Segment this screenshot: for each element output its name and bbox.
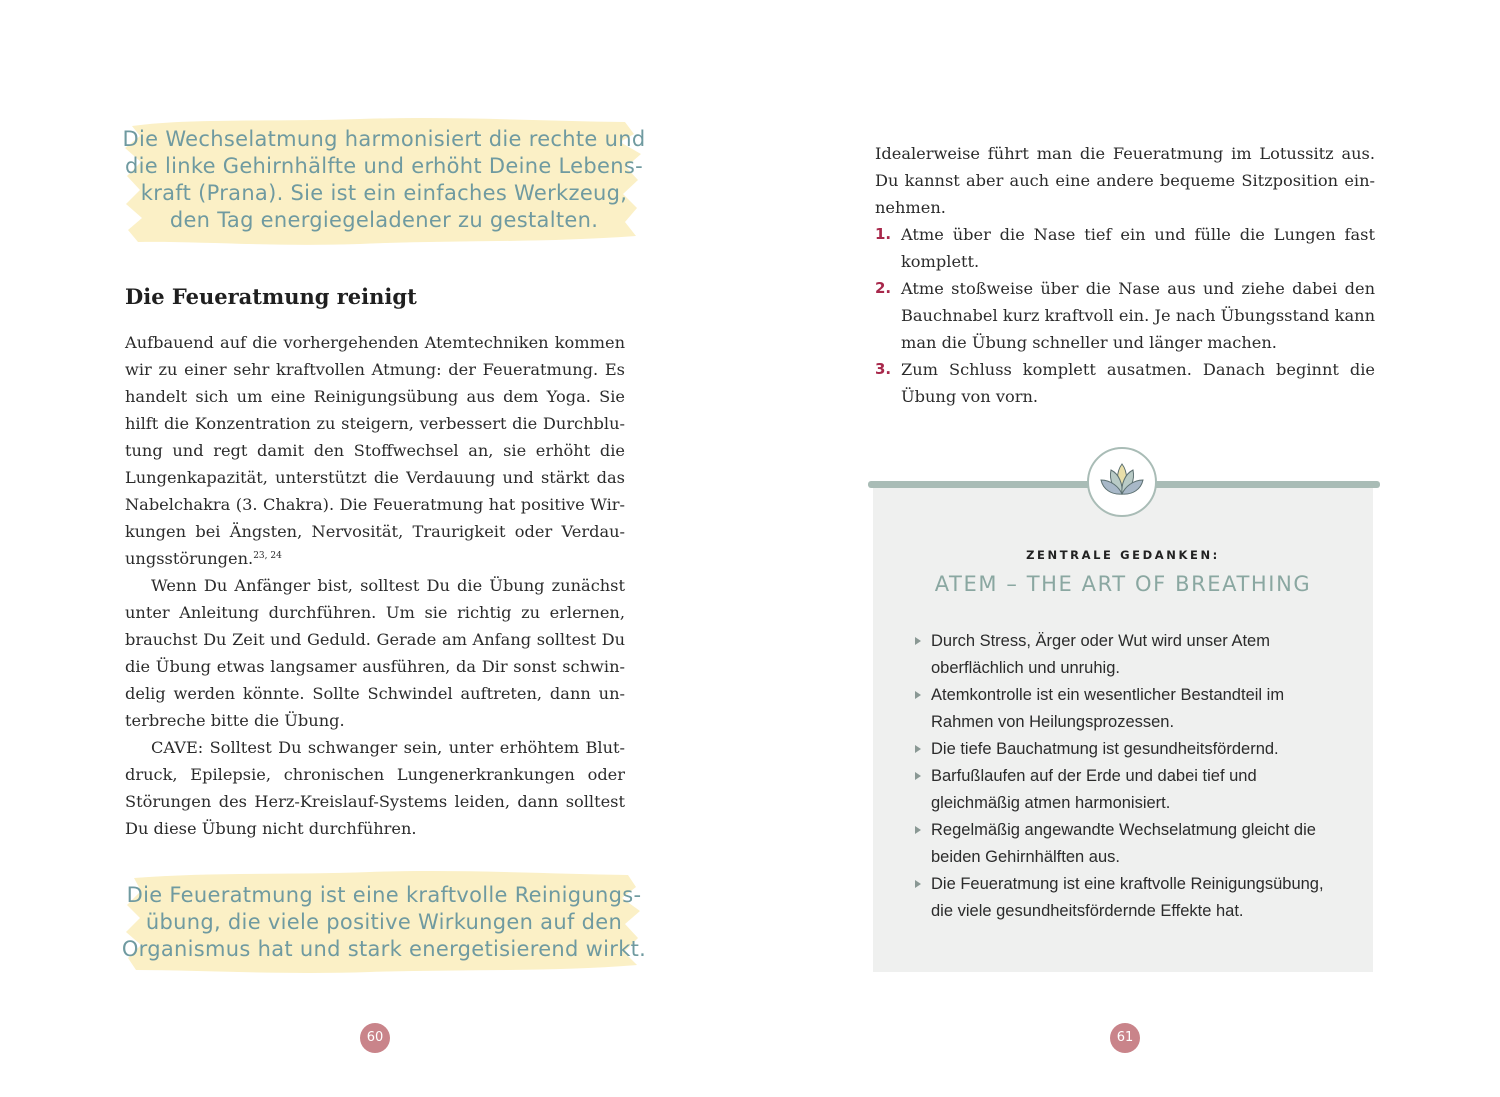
box-title: ATEM – THE ART OF BREATHING xyxy=(934,572,1312,596)
triangle-bullet-icon xyxy=(915,826,921,834)
list-item xyxy=(913,817,1343,871)
triangle-bullet-icon xyxy=(915,745,921,753)
triangle-bullet-icon xyxy=(915,637,921,645)
paragraph-3: CAVE: Solltest Du schwanger sein, unter erhöhtem Blutdruck, Epilepsie, chronischen Lungenerkrankungen oder Störungen des Herz-Kreislauf-Systems leiden, dann solltest Du diese Übung nicht durchführen. xyxy=(125,738,625,838)
note-top-text: Die Wechselatmung harmonisiert die rechte und die linke Gehirnhälfte und erhöht Deine Lebens- kraft (Prana). Sie ist ein einfaches Werkzeug, den Tag energiegeladener zu gestalten. xyxy=(122,127,646,232)
list-item xyxy=(913,871,1343,925)
key-thoughts-list xyxy=(913,628,1343,925)
list-item xyxy=(875,221,1375,275)
step-number: 3. xyxy=(875,360,892,378)
page-number: 61 xyxy=(1110,1023,1140,1053)
step-text: Atme stoßweise über die Nase aus und ziehe dabei den Bauchnabel kurz kraftvoll ein. Je nach Übungsstand kann man die Übung schneller und länger machen. xyxy=(901,279,1375,352)
bullet-text: Die tiefe Bauchatmung ist gesundheitsfördernd. xyxy=(931,740,1279,758)
triangle-bullet-icon xyxy=(915,880,921,888)
paragraph-1-text: Aufbauend auf die vorhergehenden Atemtechniken kommen wir zu einer sehr kraftvollen Atmung: der Feueratmung. Es handelt sich um eine Reinigungsübung aus dem Yoga. Sie hilft die Konzentration zu steigern, verbessert die Durchblutung und regt damit den Stoffwechsel an, sie erhöht die Lungenkapazität, unterstützt die Verdauung und stärkt das Nabelchakra (3. Chakra). Die Feueratmung hat positive Wirkungen bei Ängsten, Nervosität, Traurigkeit oder Verdauungsstörungen. xyxy=(125,333,625,568)
note-bottom-text: Die Feueratmung ist eine kraftvolle Reinigungs- übung, die viele positive Wirkungen auf den Organismus hat und stark energetisierend wirkt. xyxy=(121,883,647,961)
step-number: 1. xyxy=(875,225,892,243)
list-item xyxy=(913,628,1343,682)
right-page xyxy=(750,0,1500,1097)
highlight-note-top xyxy=(120,112,648,248)
footnote-ref: 23, 24 xyxy=(253,551,282,561)
list-item xyxy=(913,763,1343,817)
box-eyebrow: ZENTRALE GEDANKEN: xyxy=(1026,548,1220,562)
paragraph-1 xyxy=(125,329,625,572)
lotus-badge xyxy=(1087,447,1157,517)
bullet-text: Durch Stress, Ärger oder Wut wird unser Atem oberflächlich und unruhig. xyxy=(931,632,1270,677)
bullet-text: Die Feueratmung ist eine kraftvolle Reinigungsübung, die viele gesundheitsfördernde Effekte hat. xyxy=(931,875,1324,920)
bullet-text: Regelmäßig angewandte Wechselatmung gleicht die beiden Gehirnhälften aus. xyxy=(931,821,1316,866)
list-item xyxy=(913,736,1343,763)
step-text: Zum Schluss komplett ausatmen. Danach beginnt die Übung von vorn. xyxy=(901,360,1375,406)
triangle-bullet-icon xyxy=(915,772,921,780)
step-number: 2. xyxy=(875,279,892,297)
body-text xyxy=(125,329,625,842)
page-number: 60 xyxy=(360,1023,390,1053)
intro-paragraph: Idealerweise führt man die Feueratmung im Lotussitz aus. Du kannst aber auch eine andere bequeme Sitzposition einnehmen. xyxy=(875,144,1375,217)
list-item xyxy=(875,356,1375,410)
paragraph-2: Wenn Du Anfänger bist, solltest Du die Übung zunächst unter Anleitung durchführen. Um sie richtig zu erlernen, brauchst Du Zeit und Geduld. Gerade am Anfang solltest Du die Übung etwas langsamer ausführen, da Dir sonst schwindelig werden könnte. Sollte Schwindel auftreten, dann unterbreche bitte die Übung. xyxy=(125,576,625,730)
step-text: Atme über die Nase tief ein und fülle die Lungen fast komplett. xyxy=(901,225,1375,271)
lotus-icon xyxy=(1097,460,1147,504)
section-heading: Die Feueratmung reinigt xyxy=(125,284,417,309)
triangle-bullet-icon xyxy=(915,691,921,699)
bullet-text: Atemkontrolle ist ein wesentlicher Bestandteil im Rahmen von Heilungsprozessen. xyxy=(931,686,1285,731)
list-item xyxy=(913,682,1343,736)
bullet-text: Barfußlaufen auf der Erde und dabei tief und gleichmäßig atmen harmonisiert. xyxy=(931,767,1257,812)
list-item xyxy=(875,275,1375,356)
steps-list xyxy=(875,221,1375,410)
highlight-note-bottom xyxy=(120,866,648,976)
